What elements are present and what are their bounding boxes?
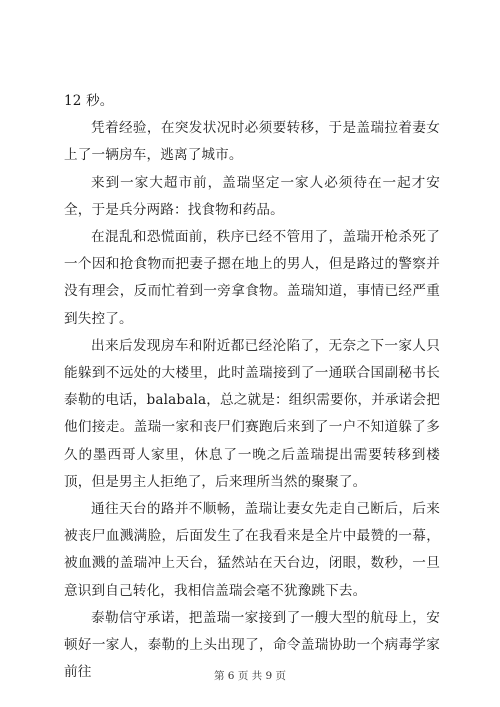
paragraph: 来到一家大超市前，盖瑞坚定一家人必须待在一起才安全，于是兵分两路：找食物和药品。 [64, 174, 440, 218]
paragraph: 泰勒信守承诺，把盖瑞一家接到了一艘大型的航母上，安顿好一家人，泰勒的上头出现了，命令盖瑞协助一个病毒学家前往 [64, 609, 440, 681]
paragraph: 出来后发现房车和附近都已经沦陷了，无奈之下一家人只能躲到不远处的大楼里，此时盖瑞接到了一通联合国副秘书长泰勒的电话，balabala，总之就是：组织需要你，并承诺会把他们接走。盖瑞一家和丧尸们赛跑后来到了一户不知道躲了多久的墨西哥人家里，休息了一晚之后盖瑞提出需要转移到楼顶，但是男主人拒绝了，后来理所当然的聚聚了。 [64, 337, 440, 490]
paragraph: 12 秒。 [64, 93, 114, 109]
paragraph: 在混乱和恐慌面前，秩序已经不管用了，盖瑞开枪杀死了一个因和抢食物而把妻子摁在地上的男人，但是路过的警察并没有理会，反而忙着到一旁拿食物。盖瑞知道，事情已经严重到失控了。 [64, 229, 440, 327]
page-number-footer: 第 6 页 共 9 页 [213, 670, 287, 682]
paragraph: 凭着经验，在突发状况时必须要转移，于是盖瑞拉着妻女上了一辆房车，逃离了城市。 [64, 120, 440, 164]
document-body [64, 88, 440, 686]
paragraph: 通往天台的路并不顺畅，盖瑞让妻女先走自己断后，后来被丧尸血溅满脸，后面发生了在我看来是全片中最赞的一幕，被血溅的盖瑞冲上天台，猛然站在天台边，闭眼，数秒，一旦意识到自己转化，我相信盖瑞会毫不犹豫跳下去。 [64, 501, 440, 599]
